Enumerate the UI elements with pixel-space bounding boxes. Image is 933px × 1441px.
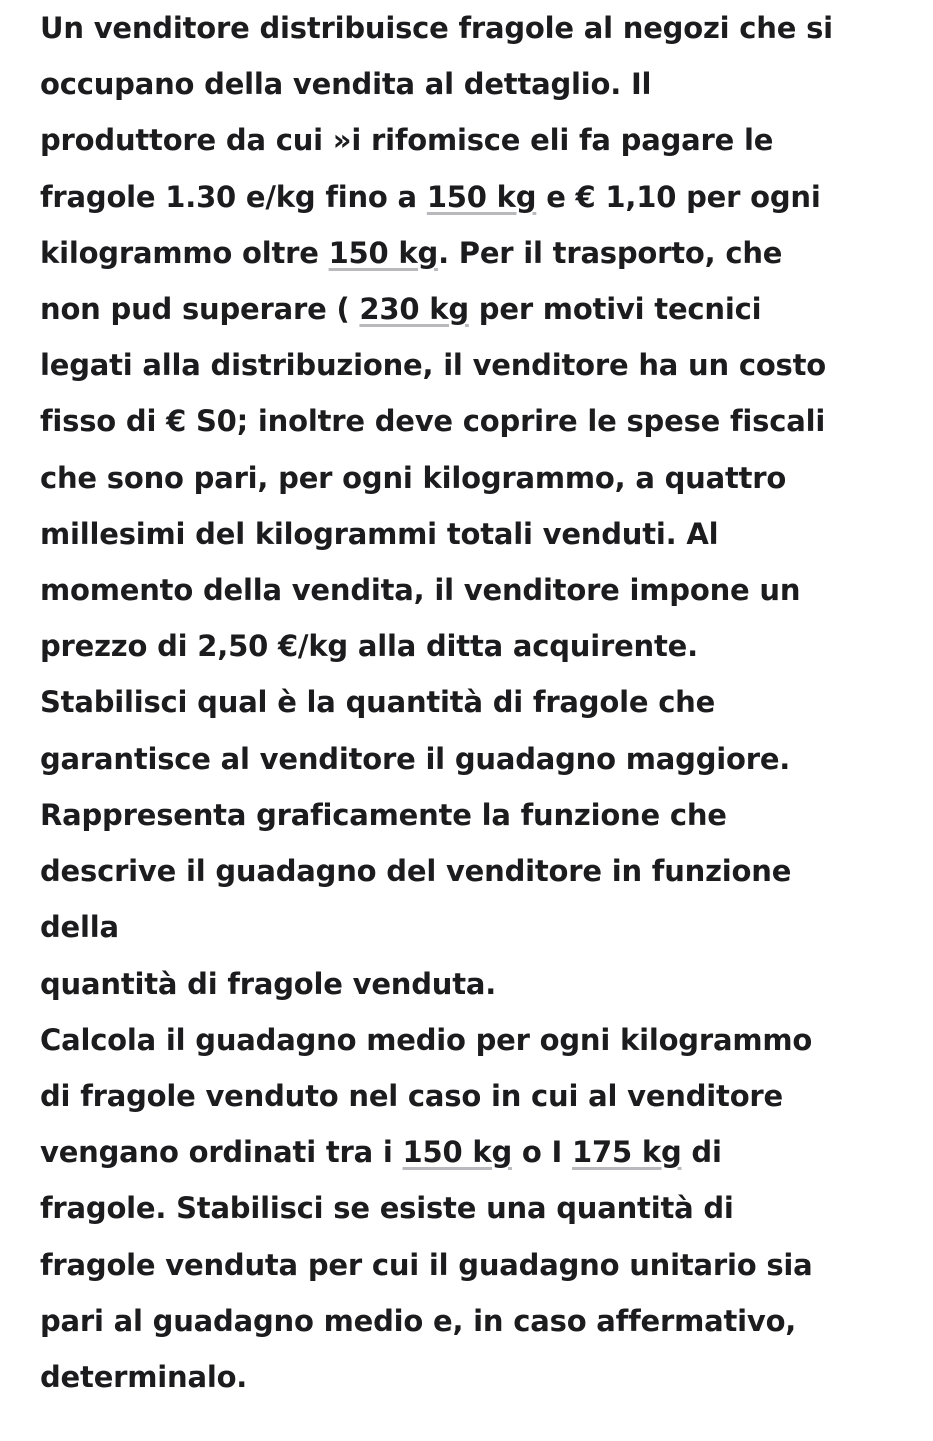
text-line-3: produttore da cui »i rifomisce eli fa pagare le: [40, 123, 774, 157]
text-line-24: pari al guadagno medio e, in caso affermativo,: [40, 1304, 797, 1338]
quantity-link[interactable]: 150 kg: [402, 1135, 513, 1169]
text-line-13: Stabilisci qual è la quantità di fragole che: [40, 685, 716, 719]
quantity-link[interactable]: 150 kg: [328, 236, 439, 270]
text-line-23: fragole venduta per cui il guadagno unitario sia: [40, 1248, 813, 1282]
quantity-link[interactable]: 175 kg: [572, 1135, 682, 1169]
text-line-20: di fragole venduto nel caso in cui al venditore: [40, 1079, 784, 1113]
text-line-9: che sono pari, per ogni kilogrammo, a quattro: [40, 461, 787, 495]
text-line-10: millesimi del kilogrammi totali venduti. Al: [40, 517, 719, 551]
text-line-22: fragole. Stabilisci se esiste una quantità di: [40, 1191, 734, 1225]
text-line-14: garantisce al venditore il guadagno maggiore.: [40, 742, 791, 776]
text-line-8: fisso di € S0; inoltre deve coprire le spese fiscali: [40, 404, 826, 438]
text-line-5: kilogrammo oltre 150 kg. Per il trasporto, che: [40, 236, 783, 270]
text-line-19: Calcola il guadagno medio per ogni kilogrammo: [40, 1023, 813, 1057]
text-line-18: quantità di fragole venduta.: [40, 967, 497, 1001]
text-line-2: occupano della vendita al dettaglio. Il: [40, 67, 652, 101]
text-line-4: fragole 1.30 e/kg fino a 150 kg e € 1,10 per ogni: [40, 180, 821, 214]
text-line-16: descrive il guadagno del venditore in funzione: [40, 854, 792, 888]
text-line-1: Un venditore distribuisce fragole al negozi che si: [40, 11, 833, 45]
text-line-12: prezzo di 2,50 €/kg alla ditta acquirente.: [40, 629, 698, 663]
quantity-link[interactable]: 230 kg: [359, 292, 469, 326]
text-line-25: determinalo.: [40, 1360, 248, 1394]
text-line-21: vengano ordinati tra i 150 kg o I 175 kg di: [40, 1135, 722, 1169]
text-line-17: della: [40, 910, 119, 944]
text-line-15: Rappresenta graficamente la funzione che: [40, 798, 727, 832]
quantity-link[interactable]: 150 kg: [426, 180, 537, 214]
text-line-7: legati alla distribuzione, il venditore ha un costo: [40, 348, 826, 382]
text-line-11: momento della vendita, il venditore impone un: [40, 573, 801, 607]
text-line-6: non pud superare ( 230 kg per motivi tecnici: [40, 292, 762, 326]
